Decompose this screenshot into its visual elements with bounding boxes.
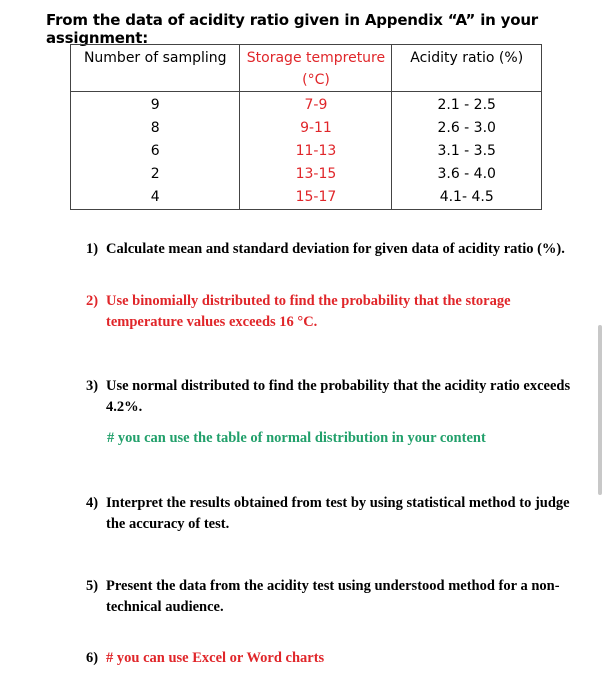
cell-sampling: 2 <box>71 163 240 186</box>
cell-storage: 15-17 <box>240 186 392 210</box>
header-storage-temperature <box>240 45 392 92</box>
cell-sampling: 4 <box>71 186 240 210</box>
question-text: # you can use Excel or Word charts <box>106 650 325 666</box>
question-1 <box>86 239 576 260</box>
cell-acidity: 2.6 - 3.0 <box>392 117 542 140</box>
cell-acidity: 3.6 - 4.0 <box>392 163 542 186</box>
question-4 <box>86 493 576 535</box>
question-3 <box>86 376 576 418</box>
question-text: Use binomially distributed to find the probability that the storage temperature values exceeds 16 °C. <box>106 293 511 330</box>
cell-acidity: 4.1- 4.5 <box>392 186 542 210</box>
question-number: 2) <box>86 293 99 309</box>
cell-acidity: 2.1 - 2.5 <box>392 94 542 117</box>
table-header-row <box>71 45 542 92</box>
question-number: 5) <box>86 578 99 594</box>
question-2 <box>86 291 576 333</box>
table-row <box>71 140 542 163</box>
normal-table-note: # you can use the table of normal distribution in your content <box>107 430 486 446</box>
question-number: 1) <box>86 241 99 257</box>
table-row <box>71 117 542 140</box>
cell-storage: 11-13 <box>240 140 392 163</box>
assignment-heading: From the data of acidity ratio given in Appendix “A” in your assignment: <box>46 11 539 47</box>
question-text: Calculate mean and standard deviation for given data of acidity ratio (%). <box>106 241 565 257</box>
question-text: Present the data from the acidity test using understood method for a non-technical audience. <box>106 578 560 615</box>
question-5 <box>86 576 576 618</box>
header-storage-line2: (°C) <box>302 72 330 88</box>
cell-sampling: 8 <box>71 117 240 140</box>
cell-storage: 9-11 <box>240 117 392 140</box>
question-text: Use normal distributed to find the probability that the acidity ratio exceeds 4.2%. <box>106 378 571 415</box>
vertical-scrollbar[interactable] <box>598 325 602 495</box>
table-row <box>71 94 542 117</box>
header-storage-line1: Storage tempreture <box>246 50 386 66</box>
cell-acidity: 3.1 - 3.5 <box>392 140 542 163</box>
cell-sampling: 9 <box>71 94 240 117</box>
header-acidity-ratio: Acidity ratio (%) <box>392 45 542 92</box>
cell-storage: 7-9 <box>240 94 392 117</box>
question-text: Interpret the results obtained from test by using statistical method to judge the accuracy of test. <box>106 495 570 532</box>
question-number: 6) <box>86 650 99 666</box>
question-6 <box>86 648 576 669</box>
question-number: 3) <box>86 378 99 394</box>
table-row <box>71 163 542 186</box>
header-number-of-sampling: Number of sampling <box>71 45 240 92</box>
cell-storage: 13-15 <box>240 163 392 186</box>
acidity-data-table <box>70 44 542 210</box>
question-number: 4) <box>86 495 99 511</box>
cell-sampling: 6 <box>71 140 240 163</box>
table-row <box>71 186 542 210</box>
